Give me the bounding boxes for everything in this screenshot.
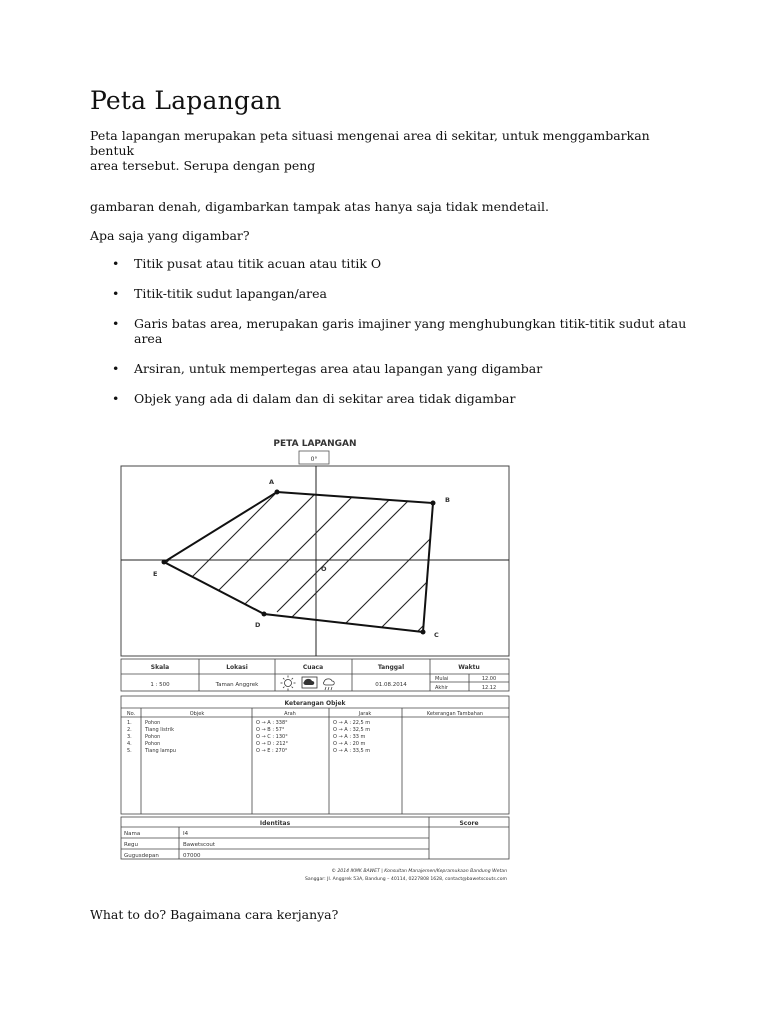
info-location: Taman Anggrek [215, 682, 259, 688]
object-name: Tiang lampu [145, 748, 176, 754]
object-direction: O → C : 130° [256, 734, 288, 740]
object-direction: O → D : 212° [256, 741, 289, 747]
point-e [162, 560, 167, 565]
sun-icon [281, 676, 296, 691]
label-o: O [321, 565, 327, 573]
info-header-waktu: Waktu [458, 664, 480, 671]
bullet-item [90, 286, 690, 301]
figure-footer-line-2: Sanggar: Jl. Anggrek 53A, Bandung – 40114, 0227808 1628, contact@bawetscouts.com [304, 877, 507, 882]
bullet-text: Titik pusat atau titik acuan atau titik O [134, 256, 382, 271]
point-b [431, 501, 436, 506]
object-direction: O → A : 338° [256, 720, 288, 726]
object-direction: O → B : 57° [256, 727, 285, 733]
object-name: Pohon [145, 741, 161, 747]
label-a: A [269, 478, 275, 486]
closing-question: What to do? Bagaimana cara kerjanya? [90, 907, 339, 922]
object-distance: O → A : 33 m [333, 734, 366, 740]
intro-continuation: gambaran denah, digambarkan tampak atas hanya saja tidak mendetail. [90, 199, 549, 214]
time-start-label: Mulai [435, 676, 449, 682]
object-no: 1. [127, 720, 132, 726]
point-d [262, 612, 267, 617]
object-no: 3. [127, 734, 132, 740]
bullet-item [90, 391, 690, 406]
info-header-cuaca: Cuaca [302, 664, 324, 671]
object-name: Pohon [145, 720, 161, 726]
object-distance: O → A : 32,5 m [333, 727, 371, 733]
object-direction: O → E : 270° [256, 748, 288, 754]
identity-title: Identitas [259, 820, 291, 827]
bullet-list [90, 256, 690, 421]
objects-title: Keterangan Objek [284, 700, 346, 707]
page-title: Peta Lapangan [90, 86, 282, 115]
objects-header-arah: Arah [284, 711, 296, 717]
bullet-icon: • [112, 391, 120, 406]
time-start-value: 12.00 [481, 676, 497, 682]
time-end-value: 12.12 [481, 685, 497, 691]
object-no: 2. [127, 727, 132, 733]
objects-header-keterangan: Keterangan Tambahan [426, 711, 484, 717]
bullet-text: Garis batas area, merupakan garis imajiner yang menghubungkan titik-titik sudut atau area [134, 316, 687, 346]
intro-paragraph [90, 128, 690, 173]
objects-rows [127, 720, 370, 754]
label-d: D [255, 621, 261, 629]
info-header-skala: Skala [150, 664, 170, 671]
label-b: B [445, 496, 450, 504]
north-label: 0° [310, 456, 318, 463]
label-e: E [153, 570, 158, 578]
bullet-text: Titik-titik sudut lapangan/area [134, 286, 327, 301]
objects-header-objek: Objek [189, 711, 205, 717]
point-c [421, 630, 426, 635]
identity-table [121, 817, 509, 859]
intro-line-2: area tersebut. Serupa dengan peng [90, 158, 316, 173]
identity-value-nama: I4 [183, 831, 189, 837]
object-name: Tiang listrik [145, 727, 174, 733]
score-title: Score [459, 820, 479, 827]
bullet-text: Arsiran, untuk mempertegas area atau lapangan yang digambar [134, 361, 543, 376]
rain-cloud-icon [323, 679, 334, 690]
identity-label-regu: Regu [124, 842, 138, 848]
time-end-label: Akhir [435, 685, 448, 691]
info-scale: 1 : 500 [150, 682, 170, 688]
label-c: C [434, 631, 439, 639]
object-name: Pohon [145, 734, 161, 740]
map-heading: PETA LAPANGAN [273, 439, 357, 449]
objects-header-no: No. [126, 711, 136, 717]
object-distance: O → A : 20 m [333, 741, 366, 747]
bullet-item [90, 316, 690, 346]
identity-label-gugusdepan: Gugusdepan [124, 853, 159, 859]
bullet-icon: • [112, 286, 120, 301]
question-text: Apa saja yang digambar? [90, 228, 250, 243]
point-a [275, 490, 280, 495]
bullet-text: Objek yang ada di dalam dan di sekitar area tidak digambar [134, 391, 516, 406]
identity-value-gugusdepan: 07000 [183, 853, 201, 859]
figure-footer-line-1: © 2014 IKMK BAWET | Konsultan Manajemen/Kepramukaan Bandung Wetan [331, 869, 507, 874]
info-header-lokasi: Lokasi [226, 664, 248, 671]
field-map-figure [117, 432, 513, 892]
object-distance: O → A : 22,5 m [333, 720, 371, 726]
identity-label-nama: Nama [124, 831, 141, 837]
intro-line-1: Peta lapangan merupakan peta situasi mengenai area di sekitar, untuk menggambarkan bentuk [90, 128, 650, 158]
bullet-icon: • [112, 316, 120, 331]
info-header-tanggal: Tanggal [377, 664, 405, 671]
info-date: 01.08.2014 [375, 682, 407, 688]
bullet-icon: • [112, 256, 120, 271]
bullet-item [90, 256, 690, 271]
object-no: 5. [127, 748, 132, 754]
bullet-item [90, 361, 690, 376]
object-distance: O → A : 33,5 m [333, 748, 371, 754]
object-no: 4. [127, 741, 132, 747]
objects-header-jarak: Jarak [358, 711, 372, 717]
identity-value-regu: Bawetscout [183, 842, 216, 848]
bullet-icon: • [112, 361, 120, 376]
